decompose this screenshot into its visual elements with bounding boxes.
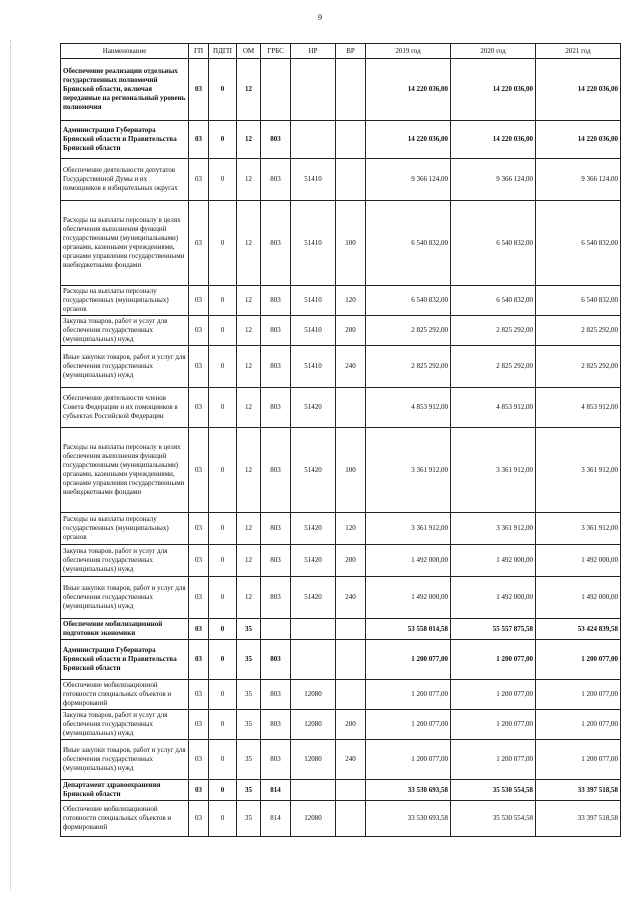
cell-y2020: 1 200 077,00 (451, 640, 536, 680)
cell-vr (336, 121, 366, 159)
cell-om: 12 (237, 513, 261, 545)
cell-gp: 03 (189, 801, 209, 837)
cell-name: Расходы на выплаты персоналу в целях обеспечения выполнения функций государственными (муниципальными) органами, казенными учреждениями, органами управления государственными внебюджетными фондами (61, 428, 189, 513)
table-row (61, 286, 621, 316)
cell-y2020: 3 361 912,00 (451, 513, 536, 545)
cell-vr: 120 (336, 286, 366, 316)
header-gp: ГП (189, 44, 209, 59)
cell-gp: 03 (189, 710, 209, 740)
cell-y2019: 53 558 014,58 (366, 619, 451, 640)
cell-pdgp: 0 (209, 780, 237, 801)
cell-y2020: 6 540 832,00 (451, 201, 536, 286)
cell-gp: 03 (189, 316, 209, 346)
header-nr: НР (291, 44, 336, 59)
cell-name: Администрация Губернатора Брянской области и Правительства Брянской области (61, 121, 189, 159)
cell-vr: 240 (336, 346, 366, 388)
cell-om: 35 (237, 680, 261, 710)
budget-table (60, 43, 621, 837)
header-2019: 2019 год (366, 44, 451, 59)
cell-y2021: 1 200 077,00 (536, 640, 621, 680)
cell-om: 12 (237, 545, 261, 577)
cell-grbs: 814 (261, 780, 291, 801)
cell-vr: 200 (336, 710, 366, 740)
cell-om: 35 (237, 740, 261, 780)
cell-nr: 12080 (291, 740, 336, 780)
cell-y2020: 1 492 000,00 (451, 577, 536, 619)
cell-name: Обеспечение деятельности депутатов Государственной Думы и их помощников в избирательных округах (61, 159, 189, 201)
cell-name: Иные закупки товаров, работ и услуг для обеспечения государственных (муниципальных) нужд (61, 577, 189, 619)
table-row (61, 201, 621, 286)
table-row (61, 640, 621, 680)
cell-y2019: 1 200 077,00 (366, 640, 451, 680)
cell-y2020: 2 825 292,00 (451, 316, 536, 346)
cell-y2019: 1 492 000,00 (366, 577, 451, 619)
cell-y2020: 35 530 554,58 (451, 780, 536, 801)
cell-nr (291, 640, 336, 680)
cell-y2021: 33 397 518,58 (536, 801, 621, 837)
cell-gp: 03 (189, 159, 209, 201)
table-row (61, 577, 621, 619)
cell-nr: 51410 (291, 346, 336, 388)
cell-grbs: 803 (261, 680, 291, 710)
cell-y2021: 14 220 036,00 (536, 121, 621, 159)
cell-nr: 51410 (291, 286, 336, 316)
cell-om: 12 (237, 286, 261, 316)
cell-nr: 51420 (291, 428, 336, 513)
cell-y2019: 1 200 077,00 (366, 740, 451, 780)
cell-nr: 51410 (291, 159, 336, 201)
page-number: 9 (318, 13, 322, 22)
cell-om: 12 (237, 159, 261, 201)
cell-nr: 12080 (291, 801, 336, 837)
cell-y2019: 4 853 912,00 (366, 388, 451, 428)
cell-y2019: 3 361 912,00 (366, 428, 451, 513)
cell-y2020: 4 853 912,00 (451, 388, 536, 428)
table-row (61, 545, 621, 577)
cell-y2019: 6 540 832,00 (366, 286, 451, 316)
cell-y2021: 33 397 518,58 (536, 780, 621, 801)
table-row (61, 710, 621, 740)
table-row (61, 801, 621, 837)
cell-nr: 51410 (291, 201, 336, 286)
cell-om: 12 (237, 346, 261, 388)
cell-nr: 51410 (291, 316, 336, 346)
cell-grbs: 803 (261, 577, 291, 619)
cell-y2019: 1 492 000,00 (366, 545, 451, 577)
table-row (61, 316, 621, 346)
cell-y2019: 33 530 693,58 (366, 801, 451, 837)
cell-name: Администрация Губернатора Брянской области и Правительства Брянской области (61, 640, 189, 680)
cell-pdgp: 0 (209, 640, 237, 680)
cell-y2021: 2 825 292,00 (536, 316, 621, 346)
cell-gp: 03 (189, 428, 209, 513)
cell-pdgp: 0 (209, 121, 237, 159)
cell-y2021: 4 853 912,00 (536, 388, 621, 428)
cell-grbs: 803 (261, 121, 291, 159)
cell-vr: 120 (336, 513, 366, 545)
cell-vr (336, 388, 366, 428)
header-grbs: ГРБС (261, 44, 291, 59)
cell-name: Иные закупки товаров, работ и услуг для обеспечения государственных (муниципальных) нужд (61, 346, 189, 388)
cell-name: Обеспечение мобилизационной готовности специальных объектов и формирований (61, 801, 189, 837)
cell-y2019: 9 366 124,00 (366, 159, 451, 201)
cell-pdgp: 0 (209, 619, 237, 640)
table-row (61, 121, 621, 159)
cell-grbs: 803 (261, 388, 291, 428)
cell-gp: 03 (189, 513, 209, 545)
cell-y2021: 14 220 036,00 (536, 59, 621, 121)
table-row (61, 388, 621, 428)
cell-pdgp: 0 (209, 316, 237, 346)
cell-grbs: 803 (261, 316, 291, 346)
cell-pdgp: 0 (209, 428, 237, 513)
cell-pdgp: 0 (209, 201, 237, 286)
cell-pdgp: 0 (209, 286, 237, 316)
cell-nr: 51420 (291, 513, 336, 545)
cell-om: 35 (237, 640, 261, 680)
cell-nr (291, 121, 336, 159)
header-2021: 2021 год (536, 44, 621, 59)
cell-pdgp: 0 (209, 740, 237, 780)
cell-gp: 03 (189, 201, 209, 286)
cell-y2021: 1 492 000,00 (536, 545, 621, 577)
cell-grbs: 803 (261, 159, 291, 201)
header-pdgp: ПДГП (209, 44, 237, 59)
cell-y2019: 3 361 912,00 (366, 513, 451, 545)
cell-gp: 03 (189, 740, 209, 780)
cell-om: 35 (237, 619, 261, 640)
cell-y2020: 3 361 912,00 (451, 428, 536, 513)
cell-y2021: 2 825 292,00 (536, 346, 621, 388)
cell-grbs: 814 (261, 801, 291, 837)
cell-grbs: 803 (261, 201, 291, 286)
cell-om: 35 (237, 801, 261, 837)
cell-name: Обеспечение мобилизационной готовности специальных объектов и формирований (61, 680, 189, 710)
cell-y2019: 1 200 077,00 (366, 680, 451, 710)
cell-y2021: 1 492 000,00 (536, 577, 621, 619)
table-row (61, 59, 621, 121)
cell-y2020: 6 540 832,00 (451, 286, 536, 316)
cell-grbs: 803 (261, 545, 291, 577)
cell-om: 35 (237, 780, 261, 801)
cell-gp: 03 (189, 577, 209, 619)
cell-y2019: 14 220 036,00 (366, 121, 451, 159)
cell-gp: 03 (189, 388, 209, 428)
cell-pdgp: 0 (209, 346, 237, 388)
cell-name: Департамент здравоохранения Брянской области (61, 780, 189, 801)
cell-vr (336, 640, 366, 680)
cell-y2019: 14 220 036,00 (366, 59, 451, 121)
cell-name: Обеспечение реализации отдельных государственных полномочий Брянской области, включая переданные на региональный уровень полномочия (61, 59, 189, 121)
cell-y2020: 35 530 554,58 (451, 801, 536, 837)
cell-om: 12 (237, 428, 261, 513)
cell-grbs: 803 (261, 513, 291, 545)
header-om: ОМ (237, 44, 261, 59)
cell-name: Закупка товаров, работ и услуг для обеспечения государственных (муниципальных) нужд (61, 545, 189, 577)
cell-pdgp: 0 (209, 710, 237, 740)
cell-grbs: 803 (261, 286, 291, 316)
cell-name: Иные закупки товаров, работ и услуг для обеспечения государственных (муниципальных) нужд (61, 740, 189, 780)
cell-nr (291, 619, 336, 640)
cell-vr (336, 680, 366, 710)
cell-gp: 03 (189, 545, 209, 577)
cell-grbs: 803 (261, 428, 291, 513)
cell-om: 12 (237, 201, 261, 286)
cell-y2021: 9 366 124,00 (536, 159, 621, 201)
table-row (61, 619, 621, 640)
cell-gp: 03 (189, 640, 209, 680)
cell-gp: 03 (189, 680, 209, 710)
table-header-row (61, 44, 621, 59)
cell-om: 12 (237, 316, 261, 346)
cell-om: 12 (237, 121, 261, 159)
cell-y2020: 55 557 875,58 (451, 619, 536, 640)
cell-grbs: 803 (261, 740, 291, 780)
cell-y2021: 6 540 832,00 (536, 201, 621, 286)
cell-pdgp: 0 (209, 159, 237, 201)
cell-grbs: 803 (261, 710, 291, 740)
cell-y2021: 1 200 077,00 (536, 710, 621, 740)
cell-grbs (261, 59, 291, 121)
cell-y2019: 2 825 292,00 (366, 346, 451, 388)
cell-name: Закупка товаров, работ и услуг для обеспечения государственных (муниципальных) нужд (61, 316, 189, 346)
cell-om: 12 (237, 388, 261, 428)
cell-name: Закупка товаров, работ и услуг для обеспечения государственных (муниципальных) нужд (61, 710, 189, 740)
cell-gp: 03 (189, 121, 209, 159)
cell-gp: 03 (189, 59, 209, 121)
cell-nr: 12080 (291, 680, 336, 710)
cell-vr: 240 (336, 577, 366, 619)
cell-y2019: 2 825 292,00 (366, 316, 451, 346)
cell-om: 35 (237, 710, 261, 740)
cell-om: 12 (237, 59, 261, 121)
cell-nr: 51420 (291, 388, 336, 428)
cell-gp: 03 (189, 619, 209, 640)
cell-y2020: 1 200 077,00 (451, 740, 536, 780)
cell-name: Расходы на выплаты персоналу государственных (муниципальных) органов (61, 286, 189, 316)
cell-name: Обеспечение мобилизационной подготовки экономики (61, 619, 189, 640)
table-row (61, 159, 621, 201)
cell-gp: 03 (189, 780, 209, 801)
cell-nr: 51420 (291, 577, 336, 619)
table-row (61, 428, 621, 513)
cell-vr (336, 619, 366, 640)
cell-name: Расходы на выплаты персоналу государственных (муниципальных) органов (61, 513, 189, 545)
cell-vr: 200 (336, 545, 366, 577)
cell-y2021: 1 200 077,00 (536, 680, 621, 710)
margin-dotted-line (10, 40, 12, 890)
table-row (61, 680, 621, 710)
cell-gp: 03 (189, 286, 209, 316)
table-row (61, 346, 621, 388)
cell-y2020: 9 366 124,00 (451, 159, 536, 201)
cell-pdgp: 0 (209, 577, 237, 619)
cell-grbs (261, 619, 291, 640)
cell-y2019: 33 530 693,58 (366, 780, 451, 801)
cell-pdgp: 0 (209, 545, 237, 577)
cell-pdgp: 0 (209, 680, 237, 710)
cell-om: 12 (237, 577, 261, 619)
cell-y2020: 14 220 036,00 (451, 121, 536, 159)
cell-nr (291, 59, 336, 121)
cell-vr (336, 159, 366, 201)
table-row (61, 513, 621, 545)
cell-pdgp: 0 (209, 801, 237, 837)
table-row (61, 740, 621, 780)
cell-gp: 03 (189, 346, 209, 388)
header-vr: ВР (336, 44, 366, 59)
cell-nr: 12080 (291, 710, 336, 740)
cell-y2021: 3 361 912,00 (536, 428, 621, 513)
header-2020: 2020 год (451, 44, 536, 59)
cell-vr: 100 (336, 201, 366, 286)
cell-grbs: 803 (261, 346, 291, 388)
cell-y2021: 53 424 839,58 (536, 619, 621, 640)
cell-pdgp: 0 (209, 388, 237, 428)
cell-y2020: 14 220 036,00 (451, 59, 536, 121)
cell-pdgp: 0 (209, 59, 237, 121)
cell-grbs: 803 (261, 640, 291, 680)
cell-y2020: 1 492 000,00 (451, 545, 536, 577)
table-row (61, 780, 621, 801)
cell-vr (336, 59, 366, 121)
cell-y2021: 1 200 077,00 (536, 740, 621, 780)
cell-vr: 240 (336, 740, 366, 780)
cell-nr: 51420 (291, 545, 336, 577)
cell-name: Расходы на выплаты персоналу в целях обеспечения выполнения функций государственными (муниципальными) органами, казенными учреждениями, органами управления государственными внебюджетными фондами (61, 201, 189, 286)
cell-vr (336, 780, 366, 801)
cell-y2019: 1 200 077,00 (366, 710, 451, 740)
cell-y2020: 1 200 077,00 (451, 680, 536, 710)
cell-vr: 100 (336, 428, 366, 513)
cell-y2021: 6 540 832,00 (536, 286, 621, 316)
cell-y2020: 1 200 077,00 (451, 710, 536, 740)
cell-vr (336, 801, 366, 837)
cell-nr (291, 780, 336, 801)
cell-y2021: 3 361 912,00 (536, 513, 621, 545)
cell-name: Обеспечение деятельности членов Совета Федерации и их помощников в субъектах Российской Федерации (61, 388, 189, 428)
header-name: Наименование (61, 44, 189, 59)
cell-y2019: 6 540 832,00 (366, 201, 451, 286)
cell-y2020: 2 825 292,00 (451, 346, 536, 388)
cell-vr: 200 (336, 316, 366, 346)
cell-pdgp: 0 (209, 513, 237, 545)
